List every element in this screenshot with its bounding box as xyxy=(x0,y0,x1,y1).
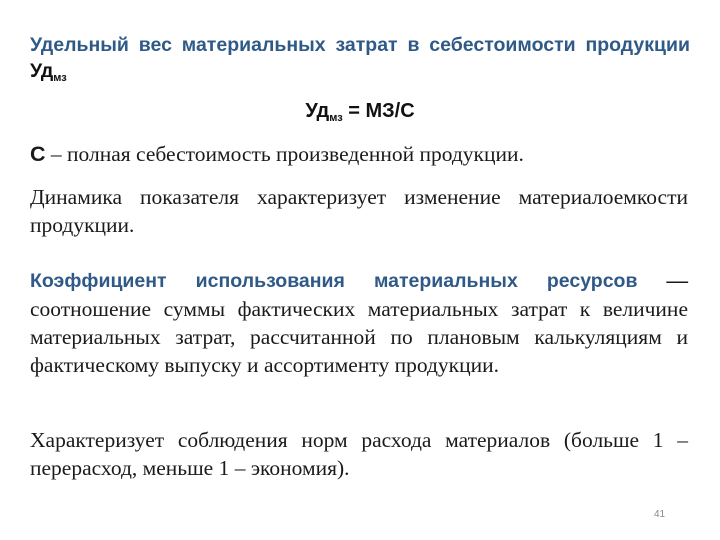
coefficient-term: Коэффициент использования материальных ресурсов xyxy=(30,270,638,292)
characterizes-paragraph: Характеризует соблюдения норм расхода материалов (больше 1 – перерасход, меньше 1 – экономия). xyxy=(30,428,688,480)
heading-symbol-subscript: мз xyxy=(53,72,67,84)
coefficient-dash: — xyxy=(666,268,689,292)
definition-c-term: С xyxy=(30,142,46,166)
page-number: 41 xyxy=(654,509,666,520)
formula xyxy=(0,100,720,124)
heading-text: Удельный вес материальных затрат в себестоимости продукции xyxy=(30,34,690,56)
coefficient-text: соотношение суммы фактических материальных затрат к величине материальных затрат, рассчитанной по плановым калькуляциям и фактическому выпуску и ассортименту продукции. xyxy=(30,297,688,377)
formula-rhs: = МЗ/С xyxy=(342,100,415,122)
formula-lhs-subscript: мз xyxy=(329,112,343,124)
heading-symbol xyxy=(30,60,67,82)
definition-c-text: – полная себестоимость произведенной продукции. xyxy=(45,142,524,166)
slide-heading xyxy=(30,32,690,91)
coefficient-paragraph xyxy=(30,266,688,379)
heading-symbol-main: Уд xyxy=(30,60,54,82)
formula-lhs: Уд xyxy=(305,100,330,122)
dynamics-paragraph: Динамика показателя характеризует изменение материалоемкости продукции. xyxy=(30,185,688,237)
definition-c-paragraph xyxy=(30,140,688,168)
